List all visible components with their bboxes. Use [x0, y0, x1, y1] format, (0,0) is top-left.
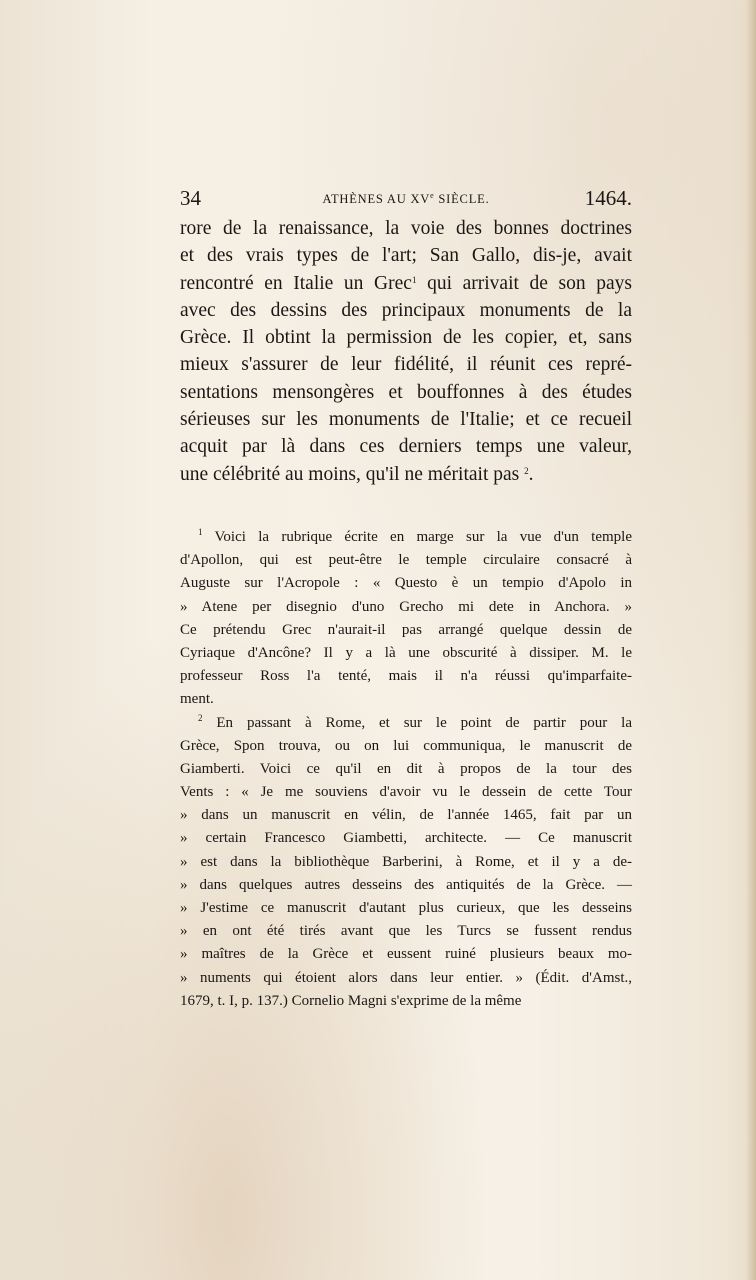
footnote-line: » numents qui étoient alors dans leur entier. » (Édit. d'Amst.,: [180, 969, 632, 986]
footnote-ref-1[interactable]: 1: [411, 274, 417, 285]
footnote-line: Auguste sur l'Acropole : « Questo è un tempio d'Apolo in: [180, 575, 632, 592]
footnote-line: » dans un manuscrit en vélin, de l'année 1465, fait par un: [180, 807, 632, 824]
year-marker: 1464.: [584, 186, 632, 210]
running-header: [180, 186, 632, 212]
footnotes: [180, 526, 632, 1013]
footnote-line: Grèce, Spon trouva, ou on lui communiqua, le manuscrit de: [180, 737, 632, 754]
text-line: rore de la renaissance, la voie des bonnes doctrines: [180, 218, 632, 239]
text-line: rencontré en Italie un Grec$^1$ qui arrivait de son pays: [180, 272, 632, 294]
footnote-line: » dans quelques autres desseins des antiquités de la Grèce. —: [180, 876, 632, 893]
text-line: mieux s'assurer de leur fidélité, il réunit ces repré-: [180, 354, 632, 376]
footnote-line: d'Apollon, qui est peut-être le temple circulaire consacré à: [180, 552, 632, 569]
text-line: et des vrais types de l'art; San Gallo, dis-je, avait: [180, 245, 632, 267]
text-line: sérieuses sur les monuments de l'Italie; et ce recueil: [180, 409, 632, 431]
text-line: sentations mensongères et bouffonnes à des études: [180, 381, 632, 403]
page-edge: [746, 0, 756, 1280]
footnote-line: Vents : « Je me souviens d'avoir vu le dessein de cette Tour: [180, 784, 632, 801]
footnote-line: » Atene per disegnio d'uno Grecho mi dete in Anchora. »: [180, 598, 632, 615]
footnote-line: » en ont été tirés avant que les Turcs se fussent rendus: [180, 923, 632, 940]
footnote-line: Cyriaque d'Ancône? Il y a là une obscurité à dissiper. M. le: [180, 644, 632, 661]
page-number: 34: [180, 186, 201, 210]
main-text: [180, 215, 632, 488]
footnote-line: » maîtres de la Grèce et eussent ruiné plusieurs beaux mo-: [180, 946, 632, 963]
footnote-line: $^2$ En passant à Rome, et sur le point de partir pour la: [198, 712, 632, 731]
footnote-2: [180, 712, 632, 1013]
footnote-ref-2[interactable]: 2: [524, 465, 529, 476]
footnote-line: professeur Ross l'a tenté, mais il n'a réussi qu'imparfaite-: [180, 668, 632, 685]
footnote-line: $^1$ Voici la rubrique écrite en marge sur la vue d'un temple: [198, 527, 632, 545]
footnote-number: 1: [198, 527, 203, 537]
text-line: Grèce. Il obtint la permission de les copier, et, sans: [180, 327, 632, 349]
footnote-line: Ce prétendu Grec n'aurait-il pas arrangé quelque dessin de: [180, 621, 632, 638]
text-line: une célébrité au moins, qu'il ne méritait pas $^2$.: [180, 463, 534, 485]
footnote-number: 2: [198, 712, 203, 723]
running-title: ATHÈNES AU XVe SIÈCLE.: [322, 191, 490, 207]
footnote-line: ment.: [180, 691, 214, 708]
footnote-line: 1679, t. I, p. 137.) Cornelio Magni s'exprime de la même: [180, 992, 522, 1009]
footnote-line: Giamberti. Voici ce qu'il en dit à propos de la tour des: [180, 760, 632, 777]
text-line: acquit par là dans ces derniers temps une valeur,: [180, 436, 632, 458]
footnote-line: » est dans la bibliothèque Barberini, à Rome, et il y a de-: [180, 853, 632, 870]
footnote-1: [180, 526, 632, 712]
footnote-line: » J'estime ce manuscrit d'autant plus curieux, que les desseins: [180, 900, 632, 916]
text-line: avec des dessins des principaux monuments de la: [180, 299, 632, 321]
footnote-line: » certain Francesco Giambetti, architecte. — Ce manuscrit: [180, 830, 632, 847]
